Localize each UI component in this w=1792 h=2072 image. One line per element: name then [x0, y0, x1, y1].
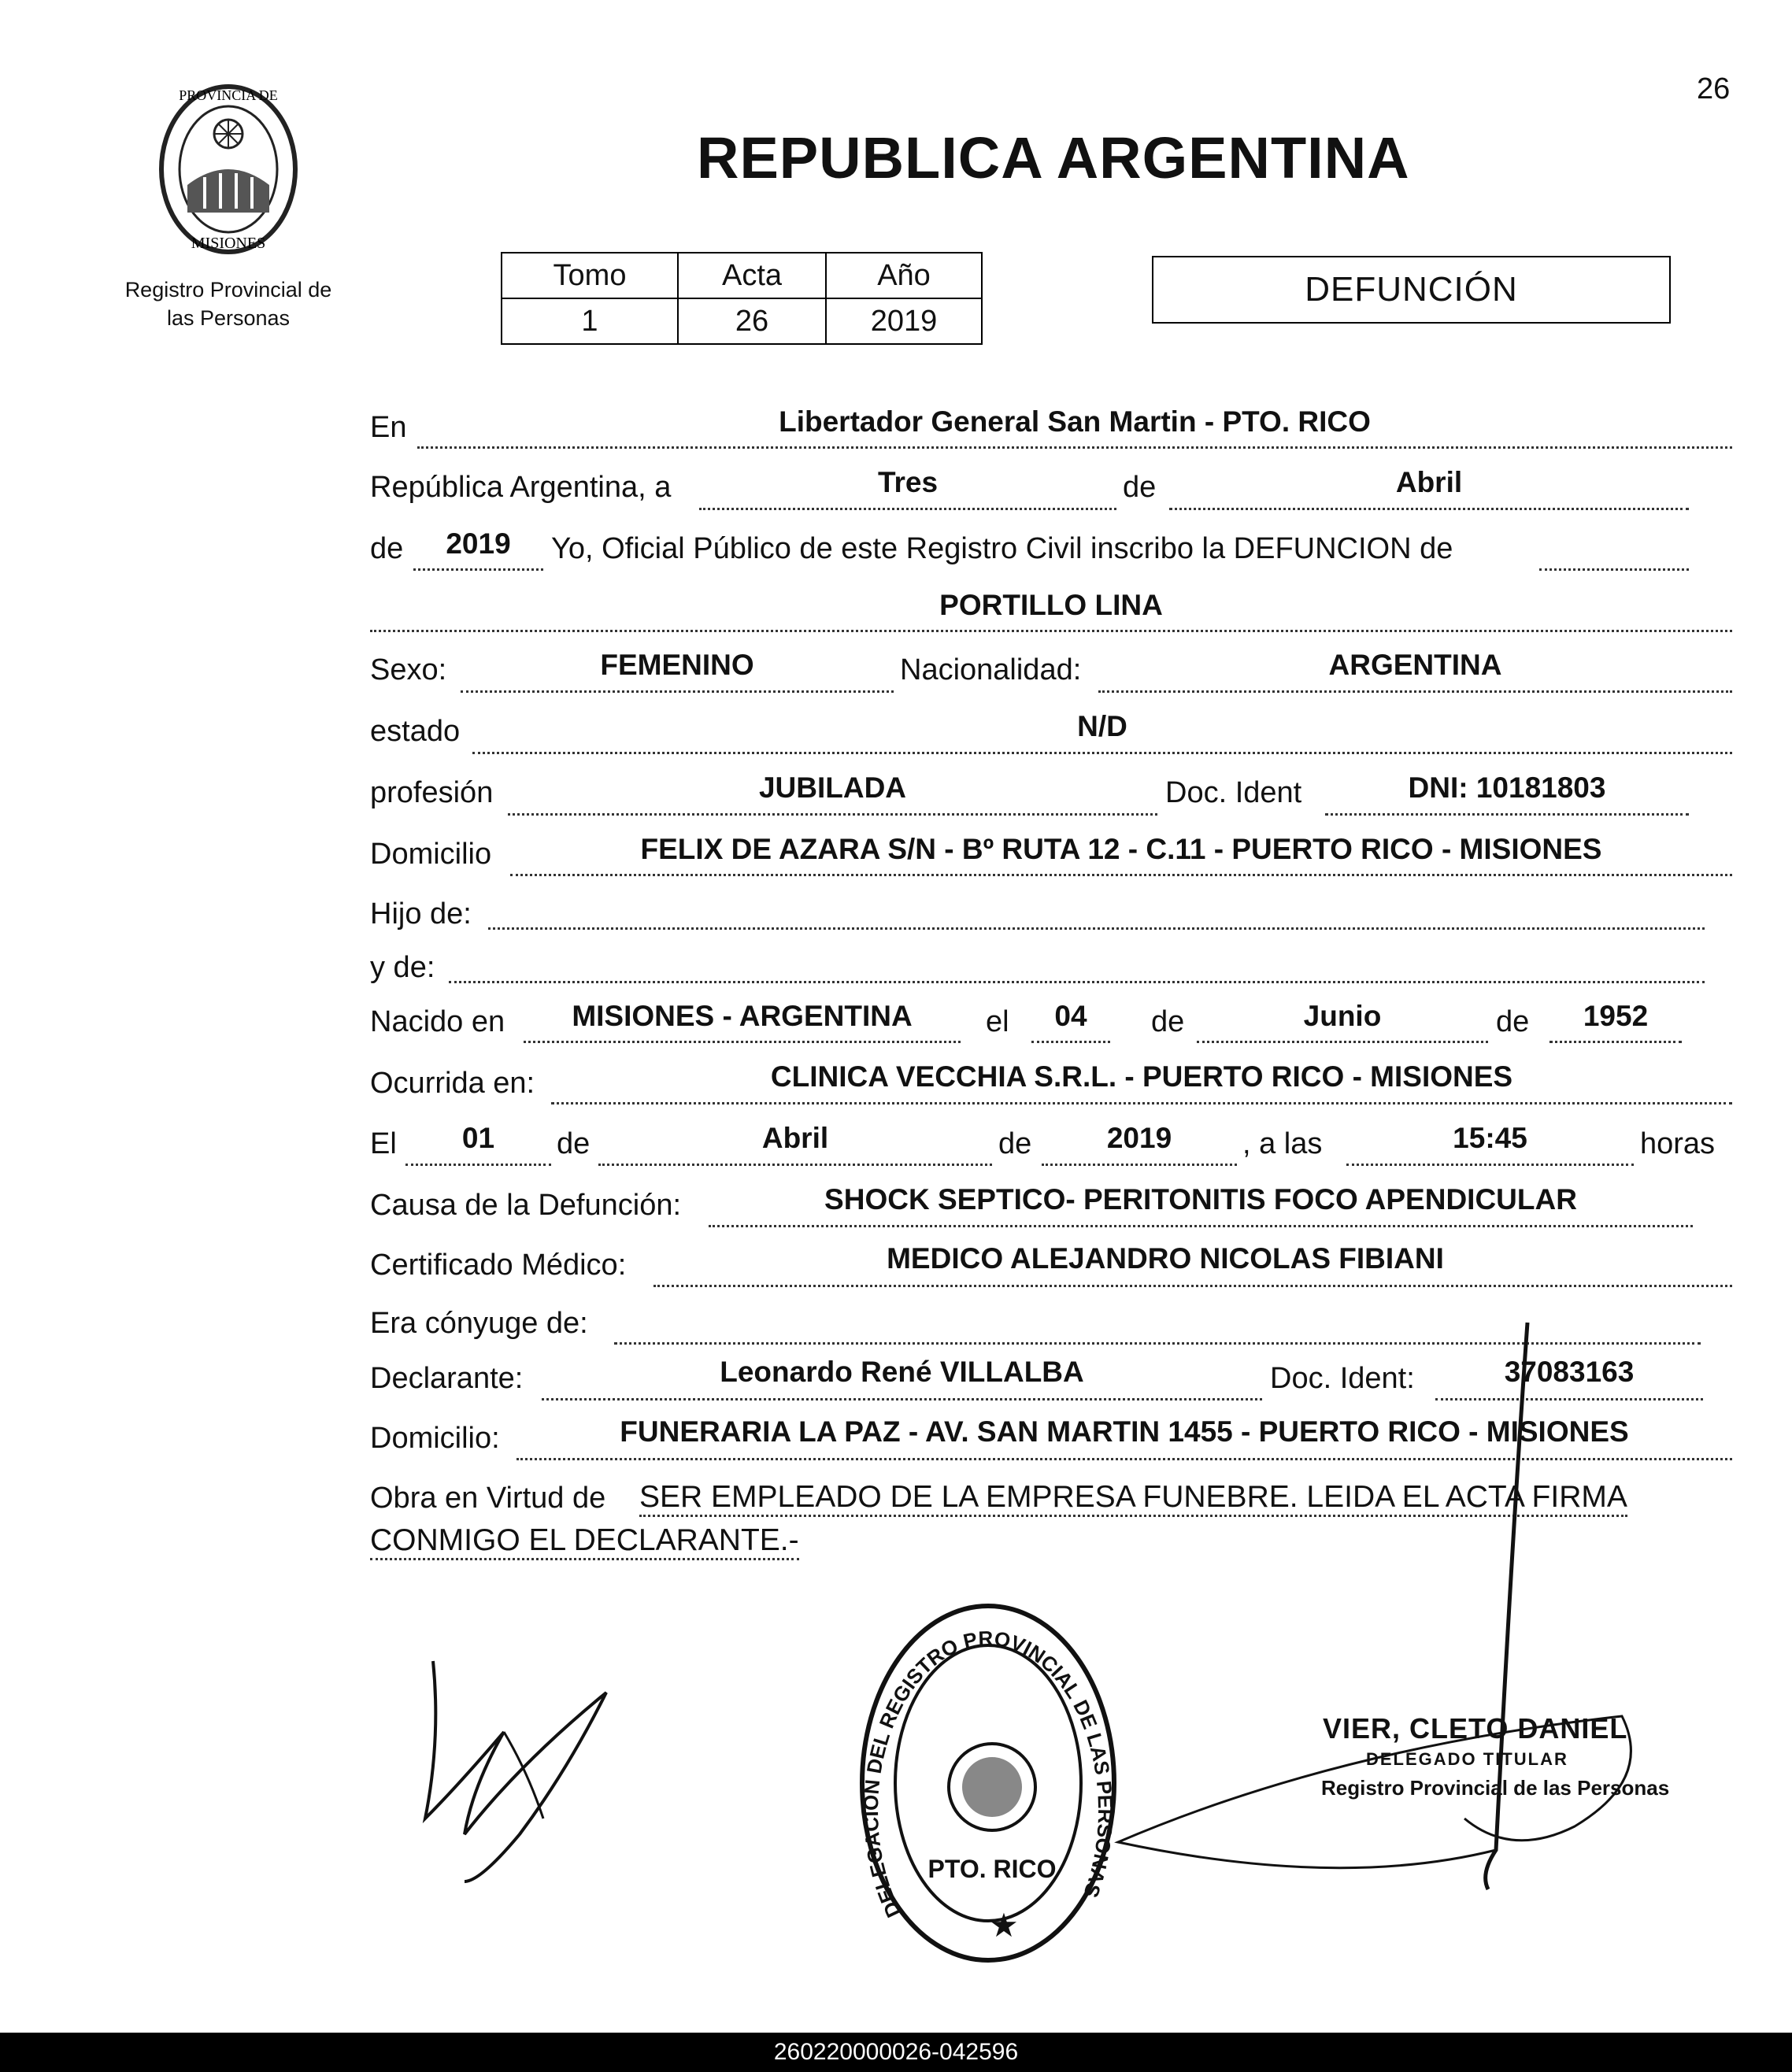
line-sexo — [461, 690, 894, 693]
table-header-acta: Acta — [678, 253, 826, 298]
label-certificado: Certificado Médico: — [370, 1249, 627, 1282]
label-doc-ident-2: Doc. Ident: — [1270, 1362, 1415, 1395]
value-dia-inscripcion: Tres — [877, 466, 939, 498]
table-header-anio: Año — [826, 253, 982, 298]
value-def-dia: 01 — [461, 1122, 495, 1154]
label-de-nac-1: de — [1151, 1005, 1185, 1038]
line-ocurrida-en — [551, 1102, 1732, 1104]
province-seal-logo — [150, 75, 307, 264]
label-y-de: y de: — [370, 951, 435, 984]
label-yo-oficial: Yo, Oficial Público de este Registro Civil inscribo la DEFUNCION de — [551, 532, 1453, 565]
line-nac-anio — [1549, 1041, 1682, 1043]
label-hijo-de: Hijo de: — [370, 897, 472, 931]
label-de-1: de — [1123, 471, 1157, 504]
label-de-def-2: de — [998, 1127, 1032, 1160]
label-nacionalidad: Nacionalidad: — [900, 653, 1082, 686]
logo-seal-text-bottom: MISIONES — [191, 235, 266, 252]
value-declarante-doc: 37083163 — [1504, 1356, 1635, 1388]
value-def-anio: 2019 — [1106, 1122, 1172, 1154]
label-nacido-en: Nacido en — [370, 1005, 505, 1038]
label-doc-ident: Doc. Ident — [1165, 776, 1302, 809]
tomo-acta-table — [501, 252, 983, 345]
official-signature — [1024, 1307, 1669, 1905]
seal-outer-text: DELEGACION DEL REGISTRO PROVINCIAL DE LAS PERSONAS — [858, 1626, 1118, 1922]
label-en: En — [370, 411, 407, 444]
line-def-mes — [598, 1164, 992, 1166]
svg-text:★: ★ — [989, 1907, 1019, 1944]
value-lugar: Libertador General San Martin - PTO. RICO — [779, 405, 1371, 438]
value-declarante-domicilio: FUNERARIA LA PAZ - AV. SAN MARTIN 1455 - PUERTO RICO - MISIONES — [620, 1415, 1629, 1448]
label-profesion: profesión — [370, 776, 494, 809]
line-mes-inscripcion — [1169, 508, 1689, 510]
official-title: DELEGADO TITULAR — [1366, 1749, 1568, 1769]
value-sexo: FEMENINO — [600, 649, 754, 681]
line-nacionalidad — [1098, 690, 1732, 693]
value-certificado: MEDICO ALEJANDRO NICOLAS FIBIANI — [887, 1242, 1444, 1275]
table-header-tomo: Tomo — [502, 253, 678, 298]
page-number: 26 — [1697, 72, 1731, 105]
line-certificado — [653, 1285, 1732, 1287]
registry-label: Registro Provincial de las Personas — [124, 278, 332, 330]
value-obra-line-1: SER EMPLEADO DE LA EMPRESA FUNEBRE. LEIDA EL ACTA FIRMA — [639, 1480, 1627, 1517]
value-nombre: PORTILLO LINA — [939, 589, 1163, 621]
value-doc-ident: DNI: 10181803 — [1408, 771, 1606, 804]
label-obra: Obra en Virtud de — [370, 1482, 606, 1515]
value-anio-inscripcion: 2019 — [446, 527, 511, 560]
label-declarante: Declarante: — [370, 1362, 524, 1395]
value-estado: N/D — [1077, 710, 1127, 742]
label-ocurrida-en: Ocurrida en: — [370, 1067, 535, 1100]
line-yo-oficial-end — [1539, 568, 1689, 571]
line-nac-dia — [1031, 1041, 1110, 1043]
value-nac-mes: Junio — [1303, 1000, 1382, 1032]
line-lugar — [417, 446, 1732, 449]
value-declarante: Leonardo René VILLALBA — [720, 1356, 1084, 1388]
label-de-nac-2: de — [1496, 1005, 1530, 1038]
table-value-anio: 2019 — [826, 298, 982, 344]
line-profesion — [508, 813, 1157, 816]
label-domicilio: Domicilio — [370, 838, 492, 871]
value-nac-anio: 1952 — [1583, 1000, 1649, 1032]
label-estado: estado — [370, 715, 461, 748]
label-republica-a: República Argentina, a — [370, 471, 672, 504]
table-value-tomo: 1 — [502, 298, 678, 344]
official-name: VIER, CLETO DANIEL — [1323, 1712, 1628, 1745]
label-causa: Causa de la Defunción: — [370, 1189, 682, 1222]
line-domicilio — [510, 874, 1732, 876]
value-domicilio: FELIX DE AZARA S/N - Bº RUTA 12 - C.11 - PUERTO RICO - MISIONES — [640, 833, 1602, 865]
label-de-def-1: de — [557, 1127, 591, 1160]
barcode-strip: 260220000026-042596 — [0, 2033, 1792, 2072]
official-organization: Registro Provincial de las Personas — [1321, 1776, 1670, 1800]
line-causa — [709, 1225, 1693, 1227]
value-def-hora: 15:45 — [1453, 1122, 1527, 1154]
label-a-las: , a las — [1242, 1127, 1323, 1160]
line-y-de — [449, 981, 1705, 983]
line-nombre — [370, 630, 1732, 632]
value-nacionalidad: ARGENTINA — [1328, 649, 1502, 681]
label-de-2: de — [370, 532, 404, 565]
value-obra-line-2: CONMIGO EL DECLARANTE.- — [370, 1523, 799, 1560]
line-def-anio — [1042, 1164, 1237, 1166]
line-dia-inscripcion — [699, 508, 1116, 510]
label-el-cap: El — [370, 1127, 397, 1160]
line-doc-ident — [1325, 813, 1689, 816]
logo-seal-text-top: PROVINCIA DE — [179, 87, 278, 103]
line-hijo-de — [488, 927, 1705, 930]
label-sexo: Sexo: — [370, 653, 447, 686]
line-nacido-en — [524, 1041, 961, 1043]
line-def-hora — [1346, 1164, 1634, 1166]
page-title: REPUBLICA ARGENTINA — [697, 125, 1410, 191]
label-conyuge: Era cónyuge de: — [370, 1307, 588, 1340]
label-domicilio-2: Domicilio: — [370, 1422, 500, 1455]
value-causa: SHOCK SEPTICO- PERITONITIS FOCO APENDICULAR — [824, 1183, 1577, 1215]
table-value-acta: 26 — [678, 298, 826, 344]
value-nacido-en: MISIONES - ARGENTINA — [572, 1000, 913, 1032]
line-nac-mes — [1197, 1041, 1488, 1043]
value-ocurrida-en: CLINICA VECCHIA S.R.L. - PUERTO RICO - MISIONES — [770, 1060, 1513, 1093]
value-mes-inscripcion: Abril — [1395, 466, 1463, 498]
seal-inner-text: PTO. RICO — [927, 1855, 1057, 1883]
label-horas: horas — [1640, 1127, 1716, 1160]
line-anio-inscripcion — [413, 568, 543, 571]
document-type-box: DEFUNCIÓN — [1152, 256, 1671, 324]
label-el: el — [986, 1005, 1009, 1038]
value-nac-dia: 04 — [1054, 1000, 1087, 1032]
line-estado — [472, 752, 1732, 754]
value-profesion: JUBILADA — [758, 771, 907, 804]
line-def-dia — [405, 1164, 551, 1166]
declarant-signature — [409, 1645, 630, 1897]
value-def-mes: Abril — [761, 1122, 829, 1154]
